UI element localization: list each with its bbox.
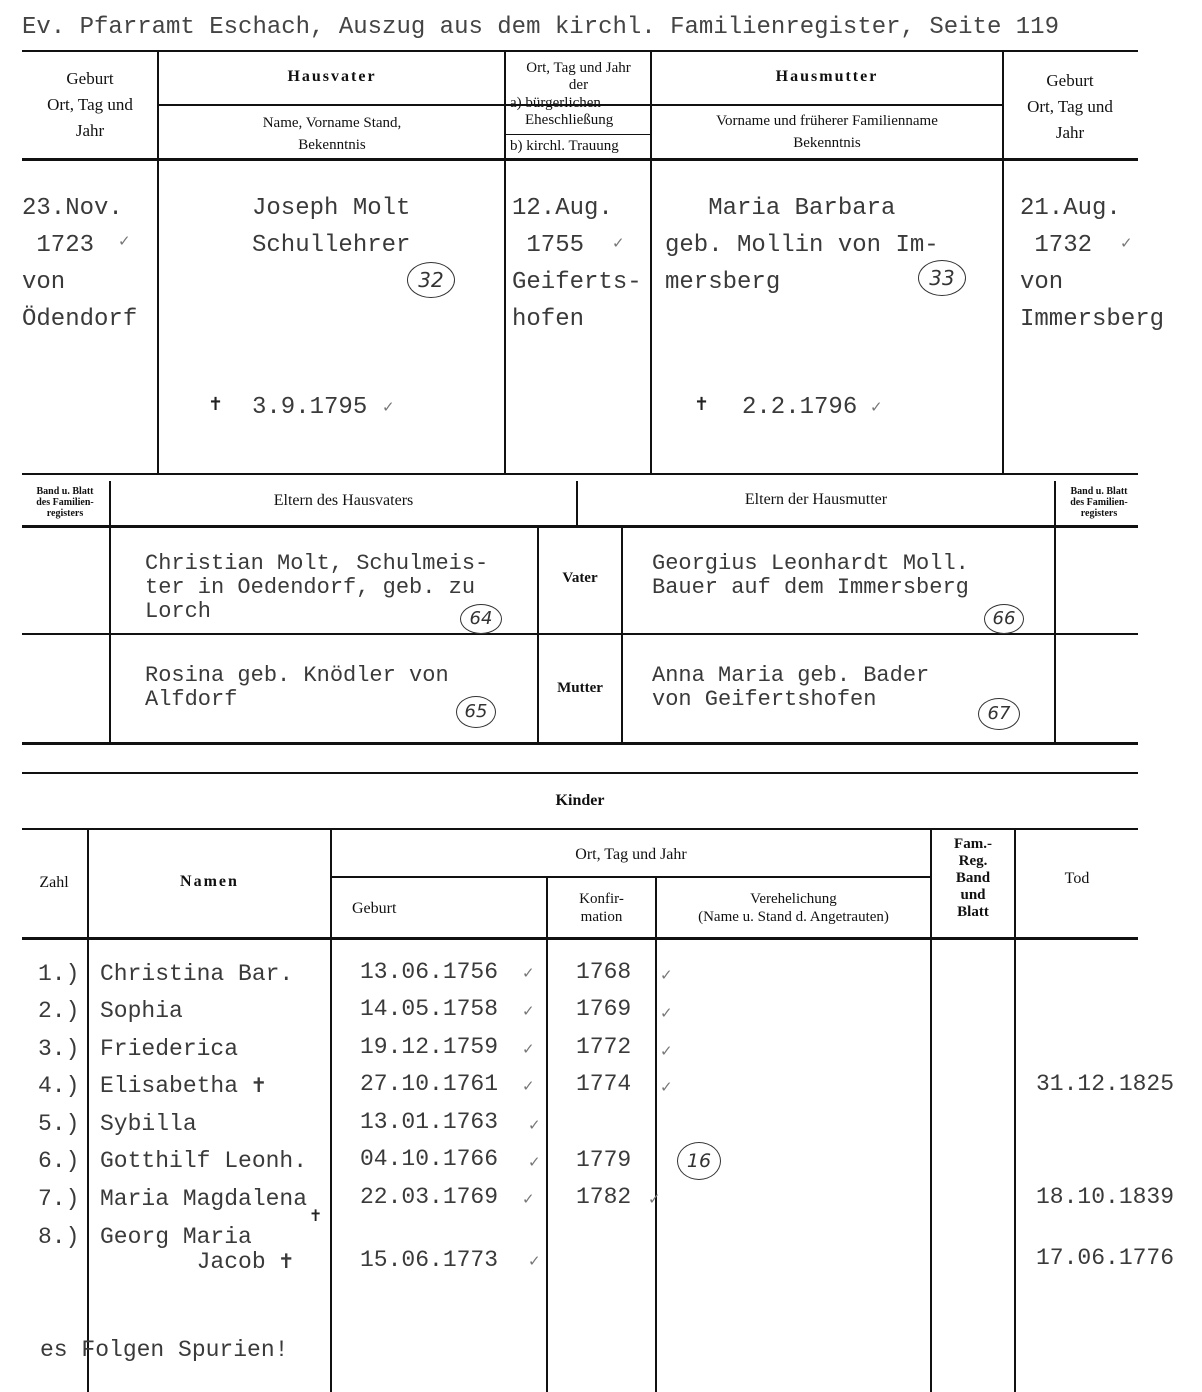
mother-name: Maria Barbara geb. Mollin von Im- mersberg	[665, 195, 939, 296]
child-death: 31.12.1825	[1036, 1071, 1175, 1097]
child-birth: 04.10.1766	[360, 1146, 499, 1172]
register-ref-circle: 33	[918, 260, 966, 296]
tick-mark: ✓	[648, 1192, 661, 1208]
header-confirmation: Konfir- mation	[579, 891, 624, 925]
death-cross-icon: ✝	[208, 394, 224, 415]
rule	[1014, 830, 1016, 1392]
tick-mark: ✓	[660, 1080, 673, 1096]
tick-mark: ✓	[382, 400, 395, 416]
band-right-label: Band u. Blatt des Familien- registers	[1070, 486, 1128, 519]
rule	[109, 481, 111, 744]
rule	[504, 52, 506, 475]
hm-mother: Anna Maria geb. Bader von Geifertshofen	[652, 663, 930, 712]
rule	[621, 527, 623, 744]
child-number: 6.)	[38, 1148, 80, 1174]
child-number: 5.)	[38, 1111, 80, 1137]
child-number: 2.)	[38, 998, 80, 1024]
register-ref-circle: 66	[984, 604, 1024, 634]
tick-mark: ✓	[522, 1079, 535, 1095]
header-hausvater: Hausvater	[287, 68, 377, 85]
tick-mark: ✓	[528, 1254, 541, 1270]
child-number: 4.)	[38, 1073, 80, 1099]
header-marriage: Ort, Tag und Jahr der	[526, 60, 631, 93]
header-birth: Geburt	[352, 900, 397, 917]
tick-mark: ✓	[1120, 236, 1133, 252]
band-left-label: Band u. Blatt des Familien- registers	[36, 486, 94, 519]
rule	[22, 828, 1138, 830]
rule	[330, 876, 930, 878]
child-confirmation: 1774	[576, 1071, 632, 1097]
rule	[22, 158, 1138, 161]
father-death: 3.9.1795	[252, 394, 368, 421]
child-number: 3.)	[38, 1036, 80, 1062]
footer-note: es Folgen Spurien!	[40, 1337, 289, 1363]
child-birth: 13.06.1756	[360, 959, 499, 985]
child-name: Sophia	[100, 998, 183, 1024]
rule	[22, 742, 1138, 745]
child-name: Maria Magdalena	[100, 1186, 308, 1212]
rule	[157, 52, 159, 475]
hv-mother: Rosina geb. Knödler von Alfdorf	[145, 663, 449, 712]
child-death: 18.10.1839	[1036, 1184, 1175, 1210]
child-name: Friederica	[100, 1036, 239, 1062]
header-number: Zahl	[39, 874, 69, 891]
header-hausmutter-sub: Vorname und früherer Familienname Bekenntnis	[716, 113, 938, 151]
rule	[22, 633, 1138, 635]
father-name: Joseph Molt Schullehrer	[252, 195, 411, 259]
header-names: Namen	[180, 873, 239, 890]
rule	[22, 772, 1138, 774]
tick-mark: ✓	[522, 1042, 535, 1058]
rule	[546, 878, 548, 1392]
child-birth: 15.06.1773	[360, 1247, 499, 1273]
father-birth: 23.Nov. 1723 von Ödendorf	[22, 195, 138, 333]
rule	[22, 473, 1138, 475]
child-name: Georg Maria	[100, 1224, 252, 1250]
child-number: 7.)	[38, 1186, 80, 1212]
rule	[1054, 481, 1056, 744]
child-name: Jacob ✝	[100, 1249, 294, 1275]
child-birth: 14.05.1758	[360, 996, 499, 1022]
rule	[22, 937, 1138, 940]
rule	[22, 50, 1138, 52]
header-hausmutter: Hausmutter	[775, 68, 879, 85]
child-confirmation: 1769	[576, 996, 632, 1022]
header-hausvater-sub: Name, Vorname Stand, Bekenntnis	[262, 115, 402, 153]
header-father-parents: Eltern des Hausvaters	[273, 492, 414, 509]
tick-mark: ✓	[522, 1004, 535, 1020]
child-name: Gotthilf Leonh.	[100, 1148, 308, 1174]
tick-mark: ✓	[870, 400, 883, 416]
tick-mark: ✓	[660, 1044, 673, 1060]
death-cross-icon: ✝	[694, 394, 710, 415]
tick-mark: ✓	[528, 1118, 541, 1134]
tick-mark: ✓	[522, 966, 535, 982]
rule	[330, 830, 332, 1392]
rule	[506, 134, 650, 135]
register-ref-circle: 16	[677, 1142, 721, 1180]
label-mother: Mutter	[557, 680, 603, 696]
register-ref-circle: 64	[460, 604, 502, 634]
child-confirmation: 1772	[576, 1034, 632, 1060]
header-marriage-a: a) bürgerlichen Eheschließung	[510, 95, 614, 128]
child-number: 1.)	[38, 961, 80, 987]
header-marriage-b: b) kirchl. Trauung	[510, 138, 619, 154]
rule	[22, 525, 1138, 528]
hm-father: Georgius Leonhardt Moll. Bauer auf dem Immersberg	[652, 551, 969, 600]
header-mother-parents: Eltern der Hausmutter	[744, 491, 888, 508]
register-ref-circle: 67	[978, 698, 1020, 730]
child-birth: 19.12.1759	[360, 1034, 499, 1060]
rule	[655, 878, 657, 1392]
label-father: Vater	[562, 570, 598, 586]
child-name: Christina Bar.	[100, 961, 294, 987]
child-name: Elisabetha ✝	[100, 1073, 266, 1099]
header-famreg: Fam.- Reg. Band und Blatt	[954, 836, 992, 920]
child-confirmation: 1779	[576, 1147, 632, 1173]
child-death: 17.06.1776	[1036, 1245, 1175, 1271]
death-cross-icon: ✝	[309, 1206, 323, 1225]
header-death: Tod	[1064, 870, 1090, 887]
header-dates-group: Ort, Tag und Jahr	[575, 846, 687, 863]
tick-mark: ✓	[660, 1006, 673, 1022]
header-birth-right: Geburt Ort, Tag und Jahr	[1027, 71, 1113, 142]
child-birth: 22.03.1769	[360, 1184, 499, 1210]
header-marriage-col: Verehelichung (Name u. Stand d. Angetrauten)	[698, 891, 889, 925]
mother-death: 2.2.1796	[742, 394, 858, 421]
marriage-entry: 12.Aug. 1755 Geiferts- hofen	[512, 195, 642, 333]
register-ref-circle: 65	[456, 696, 496, 728]
header-birth-left: Geburt Ort, Tag und Jahr	[47, 69, 133, 140]
tick-mark: ✓	[522, 1192, 535, 1208]
child-birth: 13.01.1763	[360, 1109, 499, 1135]
children-title: Kinder	[555, 792, 605, 809]
child-confirmation: 1768	[576, 959, 632, 985]
tick-mark: ✓	[528, 1155, 541, 1171]
child-birth: 27.10.1761	[360, 1071, 499, 1097]
child-name: Sybilla	[100, 1111, 197, 1137]
register-ref-circle: 32	[407, 262, 455, 298]
mother-birth: 21.Aug. 1732 von Immersberg	[1020, 195, 1165, 333]
tick-mark: ✓	[118, 234, 131, 250]
tick-mark: ✓	[660, 968, 673, 984]
tick-mark: ✓	[612, 236, 625, 252]
child-confirmation: 1782	[576, 1184, 632, 1210]
hv-father: Christian Molt, Schulmeis- ter in Oedendorf, geb. zu Lorch	[145, 551, 489, 624]
child-number: 8.)	[38, 1224, 80, 1250]
page-title: Ev. Pfarramt Eschach, Auszug aus dem kirchl. Familienregister, Seite 119	[22, 14, 1059, 41]
rule	[87, 830, 89, 1392]
rule	[537, 527, 539, 744]
